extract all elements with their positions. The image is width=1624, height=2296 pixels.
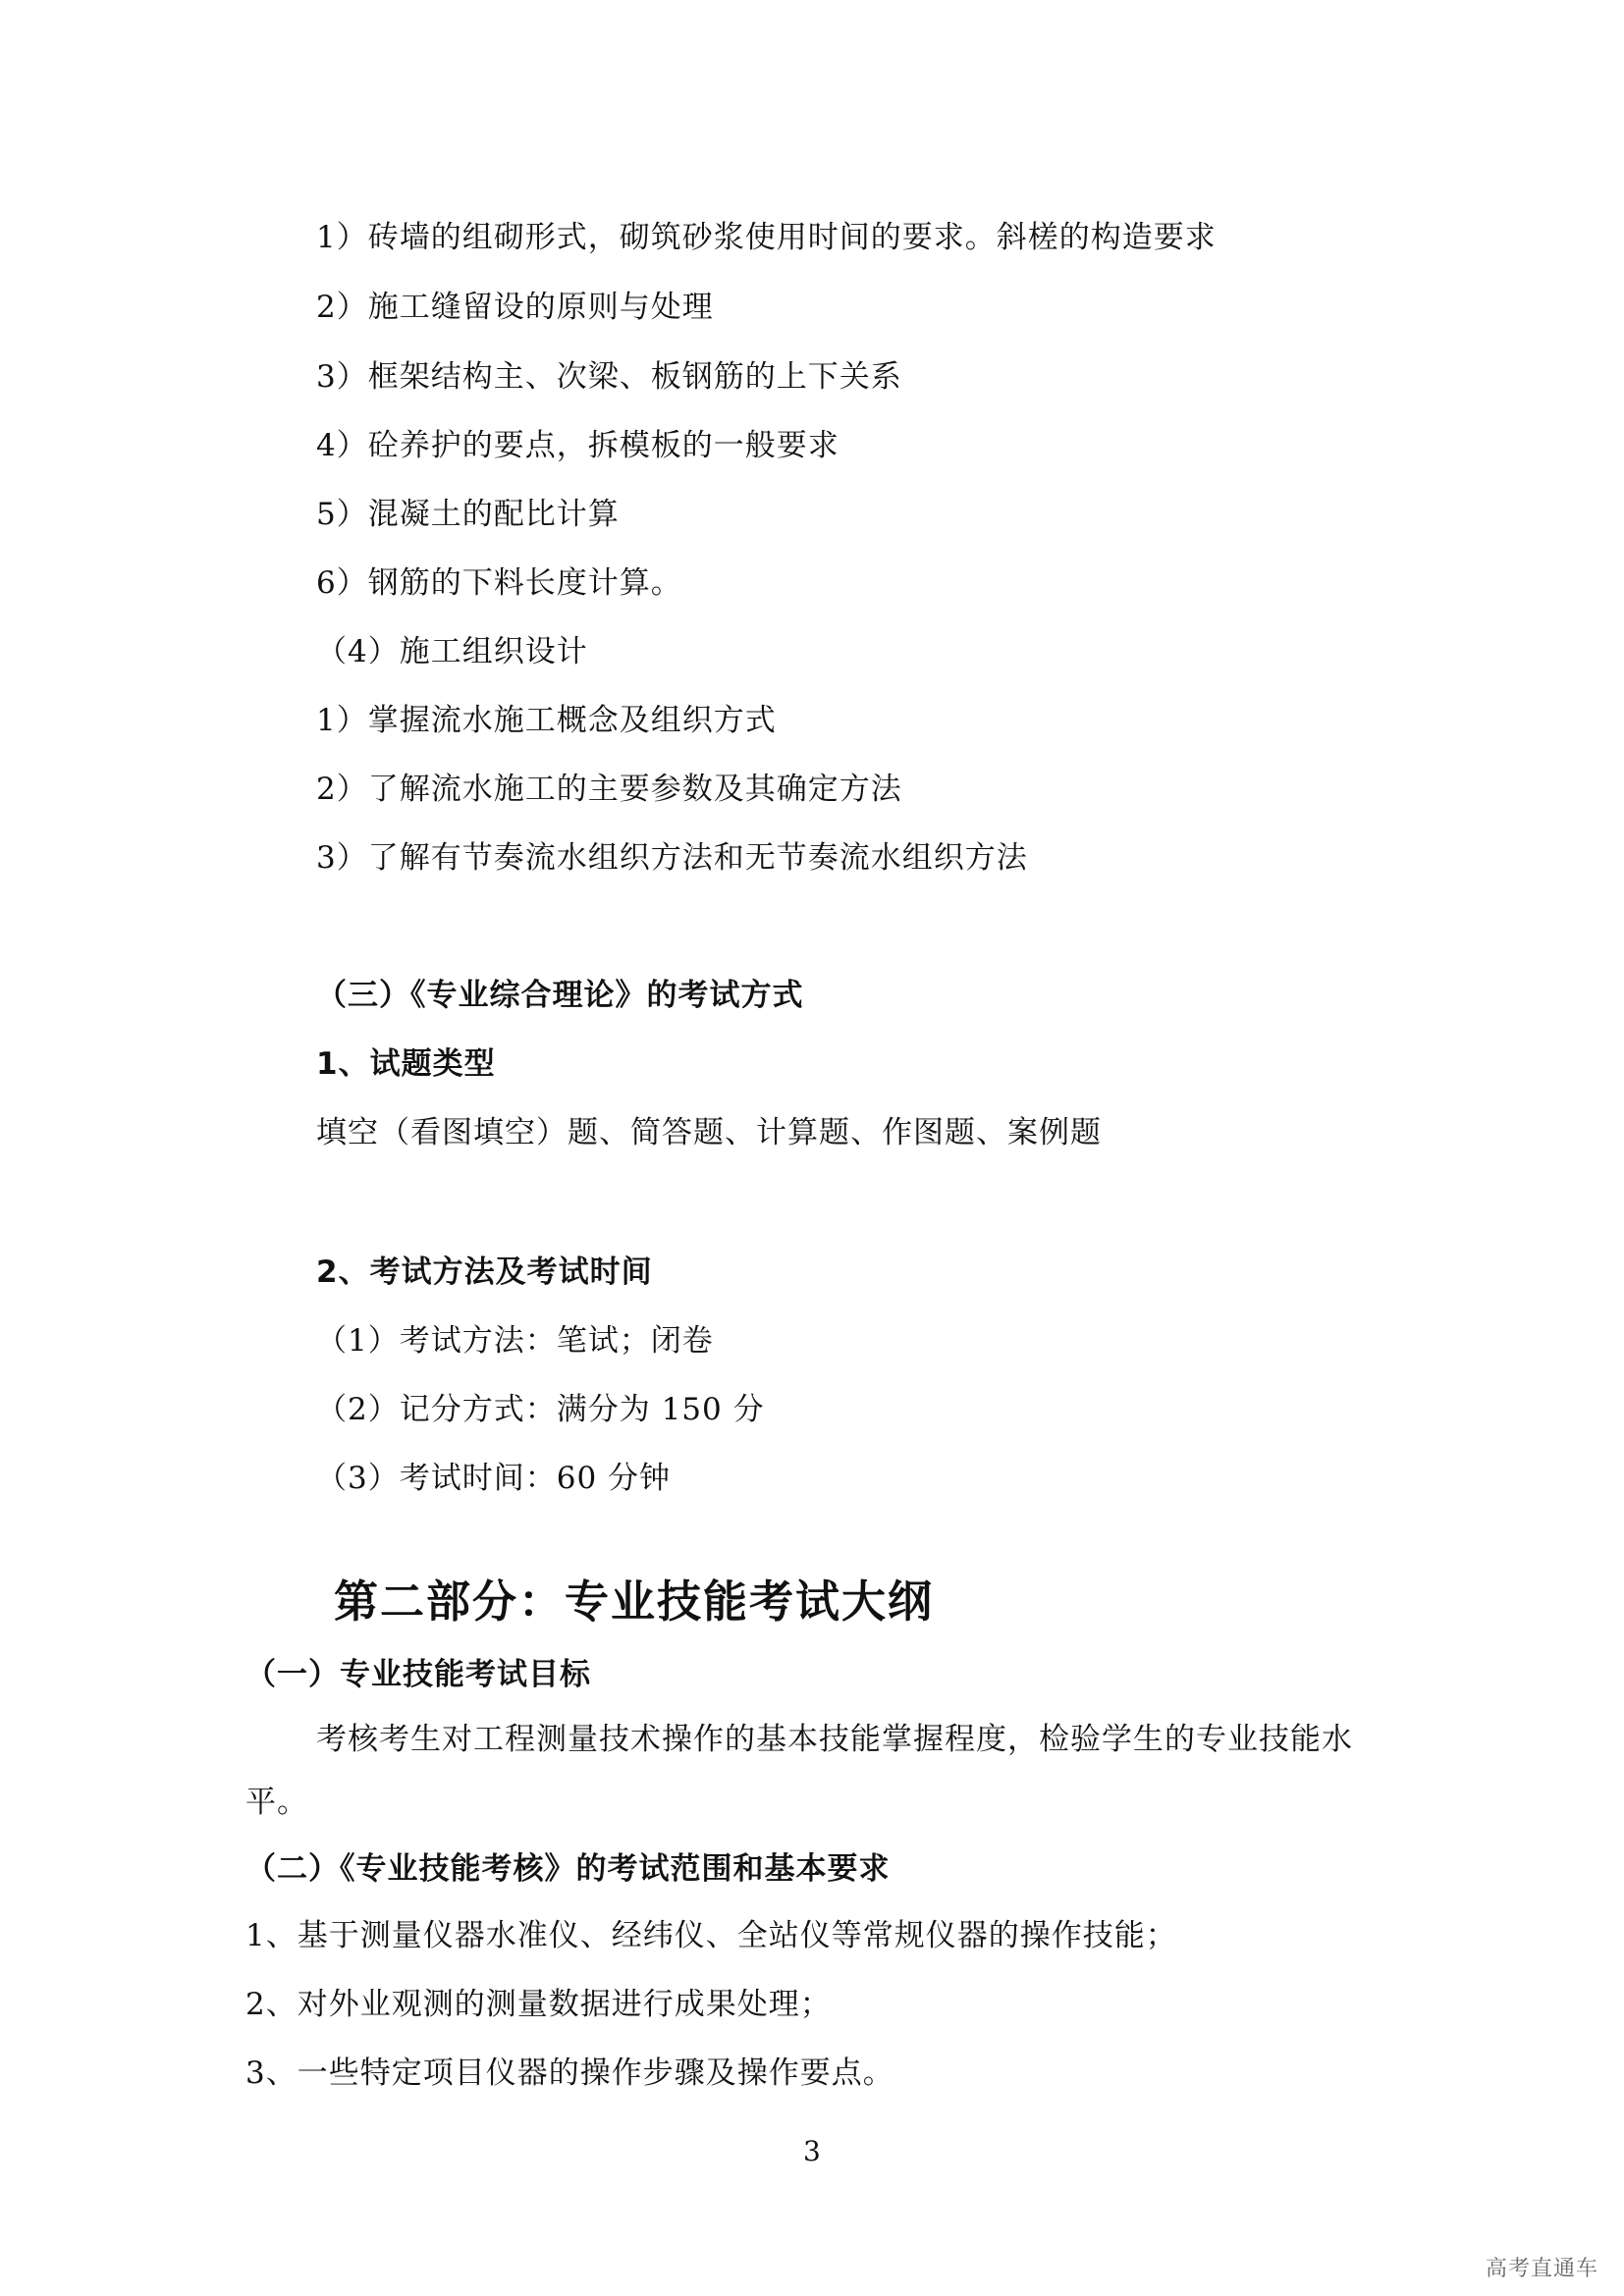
list-item: 2、对外业观测的测量数据进行成果处理； (245, 1987, 832, 2022)
part-title: 第二部分：专业技能考试大纲 (334, 1575, 935, 1628)
goal-paragraph-line-2: 平。 (245, 1785, 308, 1820)
list-item: （2）记分方式：满分为 150 分 (316, 1392, 765, 1427)
goal-paragraph-line-1: 考核考生对工程测量技术操作的基本技能掌握程度，检验学生的专业技能水 (316, 1722, 1353, 1757)
list-item: 6）钢筋的下料长度计算。 (316, 565, 682, 601)
page-number: 3 (803, 2135, 822, 2167)
section-heading-exam-mode: （三）《专业综合理论》的考试方式 (316, 978, 804, 1013)
watermark: 高考直通车 (1485, 2257, 1598, 2281)
question-types-text: 填空（看图填空）题、简答题、计算题、作图题、案例题 (316, 1115, 1102, 1150)
list-item: 3、一些特定项目仪器的操作步骤及操作要点。 (245, 2056, 894, 2091)
section-heading-skill-scope: （二）《专业技能考核》的考试范围和基本要求 (245, 1851, 891, 1887)
section-heading-org-design: （4）施工组织设计 (316, 634, 588, 669)
section-heading-skill-goal: （一）专业技能考试目标 (245, 1657, 591, 1692)
subheading-question-types: 1、试题类型 (316, 1046, 496, 1082)
list-item: （1）考试方法：笔试；闭卷 (316, 1323, 714, 1359)
list-item: 5）混凝土的配比计算 (316, 497, 620, 532)
list-item: 2）了解流水施工的主要参数及其确定方法 (316, 772, 902, 807)
list-item: 3）框架结构主、次梁、板钢筋的上下关系 (316, 359, 902, 395)
list-item: 4）砼养护的要点，拆模板的一般要求 (316, 428, 839, 463)
list-item: （3）考试时间：60 分钟 (316, 1461, 672, 1496)
list-item: 2）施工缝留设的原则与处理 (316, 290, 714, 325)
list-item: 1、基于测量仪器水准仪、经纬仪、全站仪等常规仪器的操作技能； (245, 1918, 1177, 1953)
subheading-exam-method: 2、考试方法及考试时间 (316, 1255, 653, 1290)
list-item: 3）了解有节奏流水组织方法和无节奏流水组织方法 (316, 840, 1028, 876)
list-item: 1）砖墙的组砌形式，砌筑砂浆使用时间的要求。斜槎的构造要求 (316, 220, 1217, 255)
list-item: 1）掌握流水施工概念及组织方式 (316, 703, 777, 738)
